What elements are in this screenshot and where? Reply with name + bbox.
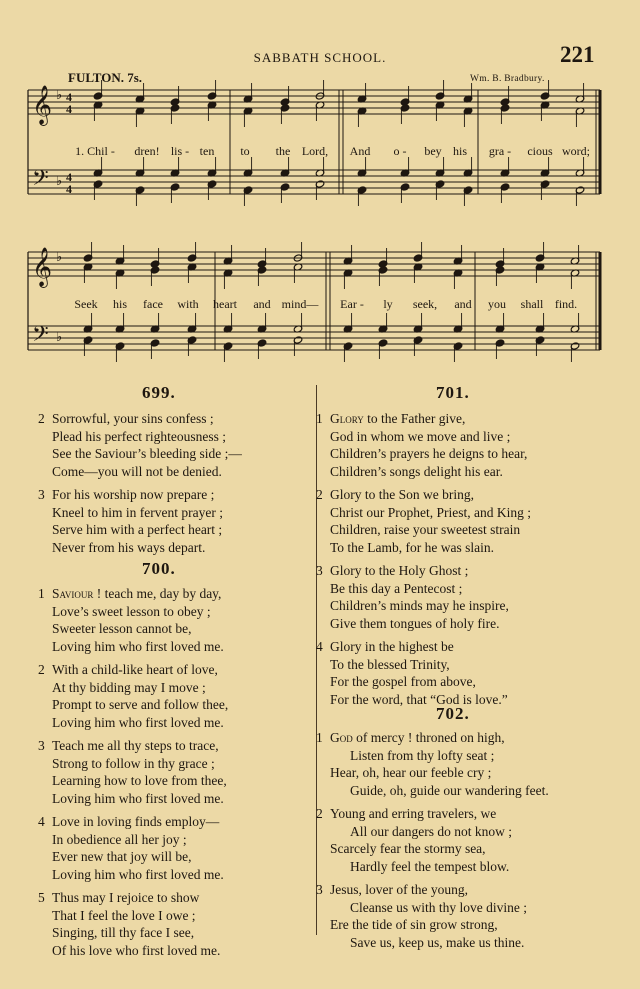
hymn-line: Glory to the Holy Ghost ;: [330, 563, 469, 578]
lyric-syllable: And: [349, 144, 371, 158]
hymn-line: Listen from thy lofty seat ;: [350, 747, 495, 763]
hymn-line: Never from his ways depart.: [52, 539, 206, 555]
stanza-number: 2: [38, 662, 45, 677]
key-signature-flat-icon: ♭: [56, 249, 63, 264]
hymn-line: Glory in the highest be: [330, 639, 454, 654]
hymn-number-702: 702.: [436, 704, 470, 723]
hymn-line: Come—you will not be denied.: [52, 463, 222, 479]
hymn-line: To the blessed Trinity,: [330, 656, 450, 672]
line-text: ! teach me, day by day,: [93, 586, 222, 601]
key-signature-flat-icon: ♭: [56, 87, 63, 102]
hymn-line: Cleanse us with thy love divine ;: [350, 899, 527, 915]
hymn-line: Loving him who first loved me.: [52, 638, 224, 654]
treble-clef-icon: 𝄞: [32, 247, 53, 287]
hymn-line: God in whom we move and live ;: [330, 428, 511, 444]
hymn-line: For the word, that “God is love.”: [330, 691, 508, 707]
lyric-syllable: mind—: [281, 297, 319, 311]
key-signature-flat-icon: ♭: [56, 329, 63, 344]
stanza-number: 5: [38, 890, 45, 905]
hymn-line: Thus may I rejoice to show: [52, 890, 200, 905]
hymn-line: With a child-like heart of love,: [52, 662, 218, 677]
hymn-line: Sweeter lesson cannot be,: [52, 621, 192, 636]
hymn-line: Guide, oh, guide our wandering feet.: [350, 782, 549, 798]
line-text: to the Father give,: [363, 411, 466, 426]
hymn-line: [52, 585, 221, 603]
hymn-line: See the Saviour’s bleeding side ;—: [52, 446, 242, 461]
stanza-number: 2: [38, 411, 45, 426]
hymn-line: Ever new that joy will be,: [52, 849, 192, 864]
hymn-line: Young and erring travelers, we: [330, 806, 497, 821]
lyric-syllable: bey: [424, 144, 442, 158]
hymn-line: For the gospel from above,: [330, 674, 476, 689]
hymn-line: Love in loving finds employ—: [52, 814, 220, 829]
stanza-number: 4: [38, 814, 45, 829]
line-text: of mercy ! throned on high,: [352, 730, 505, 745]
stanza-number: 3: [38, 487, 45, 502]
hymn-number-701: 701.: [436, 383, 470, 402]
lyric-syllable: face: [143, 297, 163, 311]
hymn-line: Love’s sweet lesson to obey ;: [52, 603, 211, 619]
lyric-syllable: cious: [527, 144, 553, 158]
hymn-line: Hardly feel the tempest blow.: [350, 858, 510, 874]
first-word: Glory: [330, 411, 364, 426]
hymn-line: Glory to the Son we bring,: [330, 487, 474, 502]
hymn-line: Christ our Prophet, Priest, and King ;: [330, 504, 531, 520]
hymn-line: Sorrowful, your sins confess ;: [52, 411, 214, 426]
hymn-number-699: 699.: [142, 383, 176, 402]
hymn-line: Children’s minds may he inspire,: [330, 598, 509, 613]
stanza-number: 4: [316, 639, 323, 654]
hymn-line: Ere the tide of sin grow strong,: [330, 917, 498, 932]
lyric-syllable: and: [454, 297, 472, 311]
hymn-line: Loving him who first loved me.: [52, 790, 224, 806]
hymn-line: [330, 729, 505, 747]
hymn-line: Scarcely fear the stormy sea,: [330, 841, 486, 856]
first-word: God: [330, 730, 353, 745]
lyric-syllable: the: [275, 144, 291, 158]
treble-clef-icon: 𝄞: [32, 85, 53, 125]
lyric-syllable: 1. Chil -: [75, 144, 115, 158]
lyric-syllable: shall: [520, 297, 544, 311]
lyric-syllable: you: [488, 297, 506, 311]
composer-credit: Wm. B. Bradbury.: [470, 74, 545, 84]
hymn-line: Be this day a Pentecost ;: [330, 580, 463, 596]
hymn-line: Children’s prayers he deigns to hear,: [330, 446, 528, 461]
hymn-line: Hear, oh, hear our feeble cry ;: [330, 765, 492, 780]
lyric-syllable: o -: [393, 144, 407, 158]
music-score: [0, 0, 640, 370]
hymn-line: [330, 410, 465, 428]
lyric-syllable: gra -: [488, 144, 512, 158]
lyric-syllable: Lord,: [301, 144, 329, 158]
hymn-line: At thy bidding may I move ;: [52, 679, 206, 695]
running-title: SABBATH SCHOOL.: [253, 50, 387, 65]
hymn-line: Loving him who first loved me.: [52, 714, 224, 730]
hymn-line: Loving him who first loved me.: [52, 866, 224, 882]
lyric-syllable: his: [112, 297, 128, 311]
time-signature-bottom: 4: [66, 102, 72, 116]
key-signature-flat-icon: ♭: [56, 173, 63, 188]
time-signature-top: 4: [66, 90, 72, 104]
bass-clef-icon: 𝄢: [32, 166, 49, 196]
first-word: Saviour: [52, 586, 94, 601]
lyric-syllable: seek,: [412, 297, 438, 311]
hymn-line: Prompt to serve and follow thee,: [52, 697, 229, 712]
lyric-syllable: his: [452, 144, 468, 158]
lyric-syllable: dren!: [134, 144, 160, 158]
hymn-number-700: 700.: [142, 559, 176, 578]
hymn-line: Plead his perfect righteousness ;: [52, 428, 226, 444]
lyric-syllable: to: [240, 144, 250, 158]
lyric-syllable: ly: [383, 297, 393, 311]
column-divider: [316, 385, 317, 935]
hymn-line: For his worship now prepare ;: [52, 487, 215, 502]
hymn-line: Children’s songs delight his ear.: [330, 463, 503, 479]
hymn-line: Of his love who first loved me.: [52, 942, 221, 958]
hymn-line: Save us, keep us, make us thine.: [350, 934, 525, 950]
lyric-syllable: with: [177, 297, 199, 311]
stanza-number: 3: [316, 563, 323, 578]
stanza-number: 1: [316, 730, 323, 745]
hymn-line: Teach me all thy steps to trace,: [52, 738, 219, 753]
hymn-line: Singing, till thy face I see,: [52, 925, 195, 940]
hymn-line: Kneel to him in fervent prayer ;: [52, 504, 223, 520]
hymn-line: Children, raise your sweetest strain: [330, 522, 521, 537]
lyric-syllable: heart: [213, 297, 237, 311]
hymn-line: Jesus, lover of the young,: [330, 882, 468, 897]
lyric-syllable: word;: [562, 144, 590, 158]
hymn-line: All our dangers do not know ;: [350, 823, 512, 839]
hymn-line: That I feel the love I owe ;: [52, 907, 196, 923]
lyric-syllable: and: [253, 297, 271, 311]
stanza-number: 3: [316, 882, 323, 897]
stanza-number: 2: [316, 487, 323, 502]
lyric-syllable: Ear -: [340, 297, 364, 311]
bass-clef-icon: 𝄢: [32, 322, 49, 352]
stanza-number: 3: [38, 738, 45, 753]
hymn-line: To the Lamb, for he was slain.: [330, 539, 495, 555]
time-signature-bottom: 4: [66, 182, 72, 196]
hymn-line: In obedience all her joy ;: [52, 831, 187, 847]
lyric-syllable: find.: [554, 297, 578, 311]
hymn-line: Serve him with a perfect heart ;: [52, 522, 223, 537]
page-number: 221: [560, 42, 595, 67]
stanza-number: 1: [38, 586, 45, 601]
lyric-syllable: lis -: [170, 144, 190, 158]
stanza-number: 1: [316, 411, 323, 426]
stanza-number: 2: [316, 806, 323, 821]
hymn-line: Learning how to love from thee,: [52, 773, 227, 788]
tune-name: FULTON. 7s.: [68, 70, 143, 85]
lyric-syllable: Seek: [74, 297, 98, 311]
lyric-syllable: ten: [199, 144, 215, 158]
hymn-line: Strong to follow in thy grace ;: [52, 755, 215, 771]
time-signature-top: 4: [66, 170, 72, 184]
hymn-line: Give them tongues of holy fire.: [330, 615, 500, 631]
